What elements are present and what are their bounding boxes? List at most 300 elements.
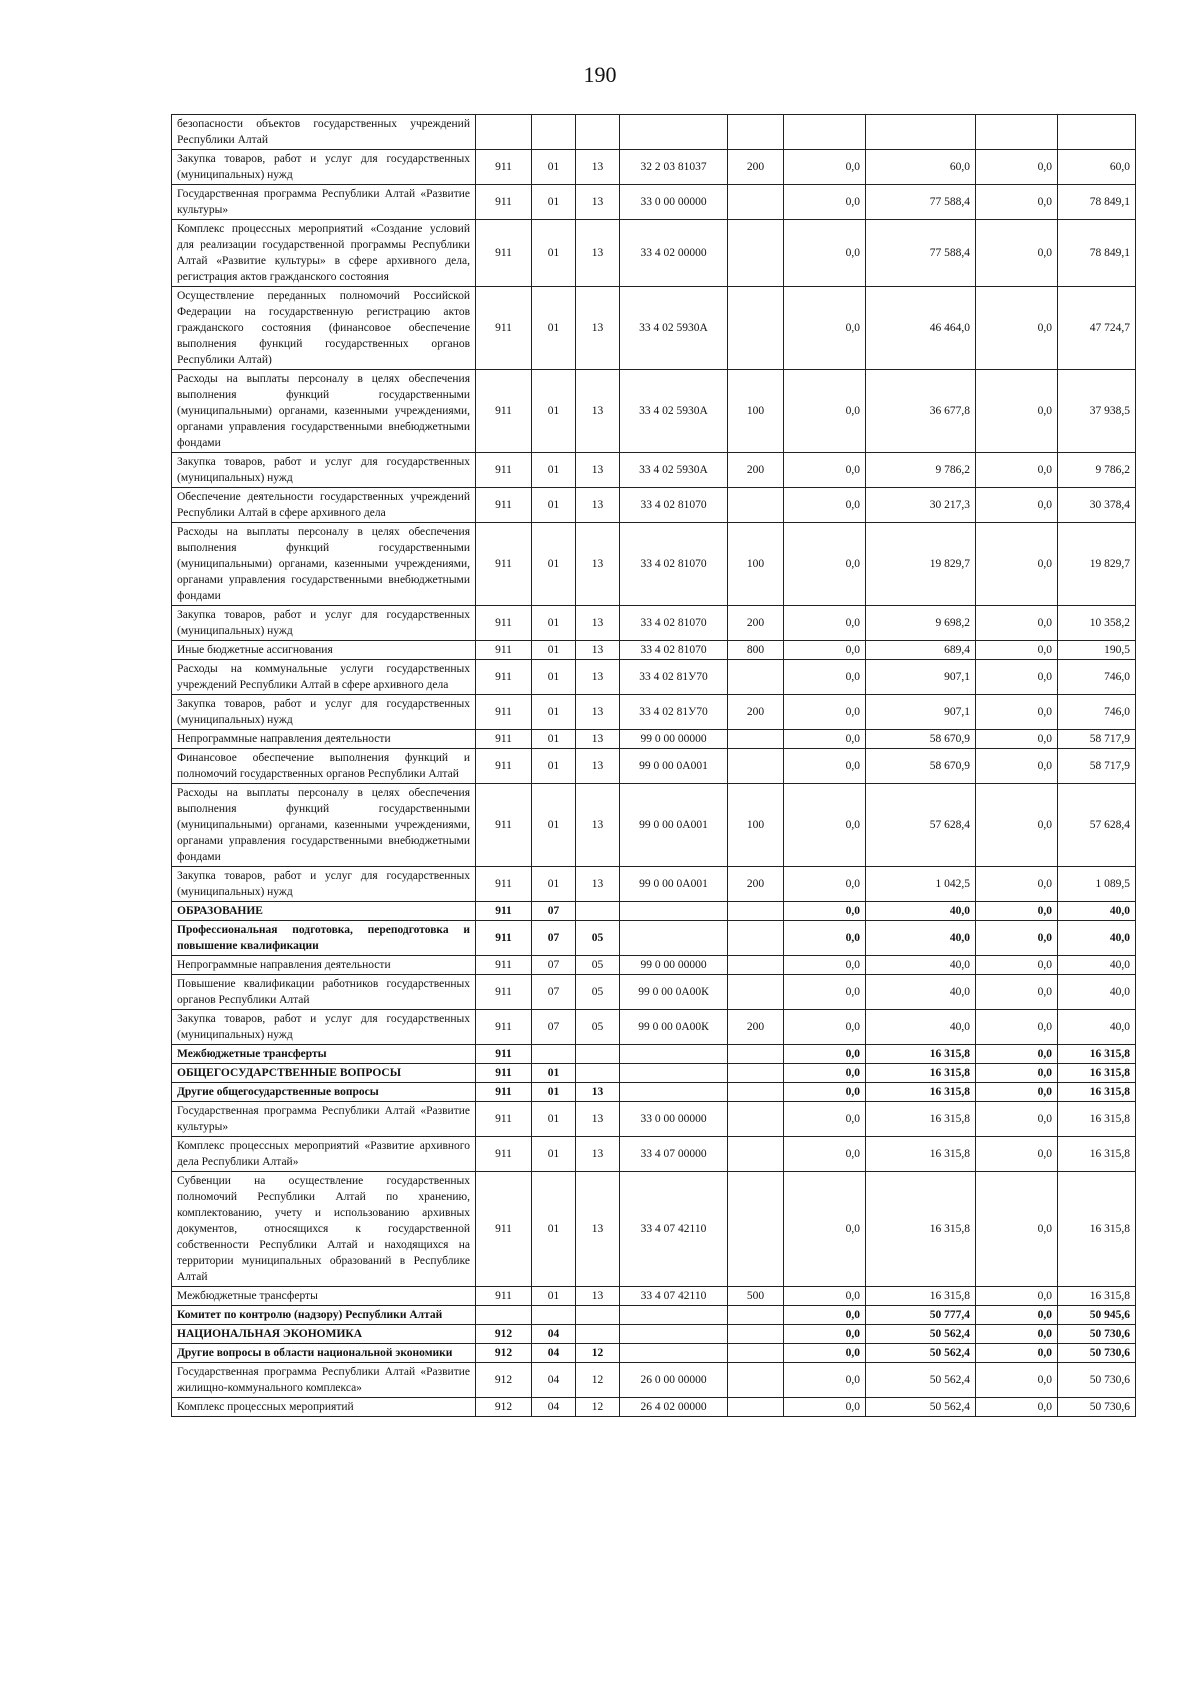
cell-section: 01 <box>532 150 576 185</box>
cell-amount-3: 0,0 <box>976 453 1058 488</box>
cell-expense-type <box>728 115 784 150</box>
cell-target-article: 99 0 00 00000 <box>620 730 728 749</box>
cell-grbs: 911 <box>476 185 532 220</box>
cell-expense-type <box>728 1306 784 1325</box>
cell-amount-3: 0,0 <box>976 370 1058 453</box>
cell-amount-2: 16 315,8 <box>866 1064 976 1083</box>
cell-name: Другие общегосударственные вопросы <box>172 1083 476 1102</box>
cell-name: безопасности объектов государственных учреждений Республики Алтай <box>172 115 476 150</box>
cell-section: 04 <box>532 1344 576 1363</box>
cell-amount-4: 16 315,8 <box>1058 1045 1136 1064</box>
cell-expense-type <box>728 488 784 523</box>
cell-subsection: 13 <box>576 695 620 730</box>
cell-section: 04 <box>532 1325 576 1344</box>
cell-subsection <box>576 115 620 150</box>
cell-amount-3: 0,0 <box>976 956 1058 975</box>
cell-name: Расходы на выплаты персоналу в целях обеспечения выполнения функций государственными (муниципальными) органами, казенными учреждениями, органами управления государственными внебюджетными фондами <box>172 370 476 453</box>
budget-table <box>171 114 1136 1417</box>
cell-section <box>532 115 576 150</box>
cell-expense-type <box>728 1172 784 1287</box>
table-row <box>172 1045 1136 1064</box>
cell-target-article: 33 4 07 42110 <box>620 1172 728 1287</box>
cell-amount-4: 50 730,6 <box>1058 1344 1136 1363</box>
cell-amount-4: 30 378,4 <box>1058 488 1136 523</box>
cell-amount-1: 0,0 <box>784 730 866 749</box>
cell-subsection: 13 <box>576 370 620 453</box>
table-row <box>172 1398 1136 1417</box>
cell-grbs: 911 <box>476 1083 532 1102</box>
cell-amount-3: 0,0 <box>976 1363 1058 1398</box>
cell-section: 01 <box>532 749 576 784</box>
cell-expense-type <box>728 1398 784 1417</box>
cell-amount-2: 50 562,4 <box>866 1398 976 1417</box>
cell-name: Комплекс процессных мероприятий «Создание условий для реализации государственной программы Республики Алтай «Развитие культуры» в сфере архивного дела, регистрация актов гражданского состояния <box>172 220 476 287</box>
cell-grbs: 911 <box>476 975 532 1010</box>
cell-grbs: 912 <box>476 1344 532 1363</box>
cell-amount-4: 40,0 <box>1058 921 1136 956</box>
cell-expense-type <box>728 921 784 956</box>
cell-amount-4: 40,0 <box>1058 975 1136 1010</box>
table-row <box>172 660 1136 695</box>
table-row <box>172 956 1136 975</box>
cell-grbs: 911 <box>476 730 532 749</box>
table-row <box>172 150 1136 185</box>
cell-subsection <box>576 1306 620 1325</box>
cell-expense-type: 800 <box>728 641 784 660</box>
cell-amount-1: 0,0 <box>784 150 866 185</box>
cell-amount-1: 0,0 <box>784 1287 866 1306</box>
cell-amount-1: 0,0 <box>784 867 866 902</box>
cell-target-article: 33 4 02 81070 <box>620 606 728 641</box>
cell-amount-3: 0,0 <box>976 730 1058 749</box>
cell-section: 01 <box>532 695 576 730</box>
cell-amount-4: 50 730,6 <box>1058 1398 1136 1417</box>
cell-target-article <box>620 1064 728 1083</box>
cell-target-article: 33 4 02 5930А <box>620 453 728 488</box>
cell-amount-1: 0,0 <box>784 453 866 488</box>
cell-grbs: 912 <box>476 1398 532 1417</box>
cell-section: 07 <box>532 921 576 956</box>
table-row <box>172 902 1136 921</box>
table-row <box>172 1010 1136 1045</box>
cell-section: 01 <box>532 730 576 749</box>
cell-subsection <box>576 1045 620 1064</box>
cell-amount-3: 0,0 <box>976 1344 1058 1363</box>
cell-amount-4: 746,0 <box>1058 695 1136 730</box>
cell-expense-type <box>728 185 784 220</box>
cell-subsection: 13 <box>576 1172 620 1287</box>
cell-section: 01 <box>532 220 576 287</box>
cell-amount-1: 0,0 <box>784 287 866 370</box>
cell-name: Профессиональная подготовка, переподготовка и повышение квалификации <box>172 921 476 956</box>
cell-subsection: 13 <box>576 453 620 488</box>
cell-subsection: 13 <box>576 1102 620 1137</box>
cell-name: ОБЩЕГОСУДАРСТВЕННЫЕ ВОПРОСЫ <box>172 1064 476 1083</box>
cell-amount-3: 0,0 <box>976 1137 1058 1172</box>
cell-expense-type: 200 <box>728 150 784 185</box>
cell-amount-2: 40,0 <box>866 1010 976 1045</box>
cell-subsection <box>576 1064 620 1083</box>
cell-name: Закупка товаров, работ и услуг для государственных (муниципальных) нужд <box>172 150 476 185</box>
cell-amount-1: 0,0 <box>784 975 866 1010</box>
cell-name: Закупка товаров, работ и услуг для государственных (муниципальных) нужд <box>172 867 476 902</box>
cell-section: 01 <box>532 641 576 660</box>
cell-amount-2: 57 628,4 <box>866 784 976 867</box>
cell-name: Комплекс процессных мероприятий <box>172 1398 476 1417</box>
cell-amount-4: 40,0 <box>1058 956 1136 975</box>
cell-amount-2: 40,0 <box>866 902 976 921</box>
cell-amount-2: 16 315,8 <box>866 1083 976 1102</box>
cell-grbs: 911 <box>476 1064 532 1083</box>
cell-name: Непрограммные направления деятельности <box>172 956 476 975</box>
cell-expense-type <box>728 1344 784 1363</box>
cell-name: Закупка товаров, работ и услуг для государственных (муниципальных) нужд <box>172 1010 476 1045</box>
cell-amount-2: 40,0 <box>866 975 976 1010</box>
cell-grbs: 911 <box>476 1045 532 1064</box>
cell-grbs: 911 <box>476 867 532 902</box>
cell-subsection: 05 <box>576 975 620 1010</box>
cell-amount-1: 0,0 <box>784 1137 866 1172</box>
cell-amount-4: 60,0 <box>1058 150 1136 185</box>
cell-section: 01 <box>532 370 576 453</box>
cell-amount-1: 0,0 <box>784 660 866 695</box>
cell-name: Обеспечение деятельности государственных учреждений Республики Алтай в сфере архивного дела <box>172 488 476 523</box>
table-row <box>172 453 1136 488</box>
cell-amount-3: 0,0 <box>976 1172 1058 1287</box>
cell-amount-2: 1 042,5 <box>866 867 976 902</box>
table-row <box>172 975 1136 1010</box>
cell-amount-3: 0,0 <box>976 488 1058 523</box>
cell-amount-2: 50 562,4 <box>866 1344 976 1363</box>
cell-amount-1: 0,0 <box>784 1363 866 1398</box>
cell-amount-4: 57 628,4 <box>1058 784 1136 867</box>
cell-amount-2: 50 562,4 <box>866 1363 976 1398</box>
cell-amount-3: 0,0 <box>976 867 1058 902</box>
cell-section: 04 <box>532 1363 576 1398</box>
cell-name: Осуществление переданных полномочий Российской Федерации на государственную регистрацию актов гражданского состояния (финансовое обеспечение выполнения функций государственных органов Республики Алтай) <box>172 287 476 370</box>
cell-amount-2: 40,0 <box>866 956 976 975</box>
cell-amount-3: 0,0 <box>976 660 1058 695</box>
cell-subsection: 13 <box>576 660 620 695</box>
cell-amount-2: 16 315,8 <box>866 1137 976 1172</box>
cell-amount-2: 30 217,3 <box>866 488 976 523</box>
cell-section: 01 <box>532 1172 576 1287</box>
cell-target-article: 32 2 03 81037 <box>620 150 728 185</box>
cell-section: 01 <box>532 606 576 641</box>
cell-amount-4: 1 089,5 <box>1058 867 1136 902</box>
table-row <box>172 1306 1136 1325</box>
cell-amount-2: 19 829,7 <box>866 523 976 606</box>
table-row <box>172 921 1136 956</box>
cell-section: 01 <box>532 1137 576 1172</box>
cell-target-article: 99 0 00 0А00К <box>620 975 728 1010</box>
cell-grbs <box>476 1306 532 1325</box>
cell-expense-type <box>728 975 784 1010</box>
cell-amount-4: 9 786,2 <box>1058 453 1136 488</box>
cell-subsection: 12 <box>576 1344 620 1363</box>
cell-amount-1: 0,0 <box>784 1172 866 1287</box>
cell-amount-4: 50 730,6 <box>1058 1325 1136 1344</box>
cell-amount-4 <box>1058 115 1136 150</box>
cell-expense-type: 100 <box>728 370 784 453</box>
cell-amount-1: 0,0 <box>784 1083 866 1102</box>
cell-subsection: 13 <box>576 1083 620 1102</box>
cell-section: 07 <box>532 956 576 975</box>
cell-subsection: 05 <box>576 1010 620 1045</box>
cell-section: 01 <box>532 453 576 488</box>
cell-name: Комитет по контролю (надзору) Республики Алтай <box>172 1306 476 1325</box>
cell-subsection: 13 <box>576 488 620 523</box>
cell-target-article: 33 4 02 00000 <box>620 220 728 287</box>
cell-expense-type <box>728 660 784 695</box>
table-row <box>172 488 1136 523</box>
cell-amount-1: 0,0 <box>784 1064 866 1083</box>
cell-amount-2: 36 677,8 <box>866 370 976 453</box>
cell-expense-type: 200 <box>728 867 784 902</box>
table-row <box>172 641 1136 660</box>
cell-section: 01 <box>532 1287 576 1306</box>
cell-target-article: 99 0 00 0А001 <box>620 749 728 784</box>
cell-expense-type <box>728 956 784 975</box>
cell-amount-2: 16 315,8 <box>866 1102 976 1137</box>
cell-subsection: 13 <box>576 606 620 641</box>
cell-amount-3: 0,0 <box>976 220 1058 287</box>
cell-amount-2: 50 777,4 <box>866 1306 976 1325</box>
table-row <box>172 695 1136 730</box>
cell-target-article: 33 4 02 81У70 <box>620 660 728 695</box>
cell-expense-type <box>728 1064 784 1083</box>
cell-amount-3: 0,0 <box>976 523 1058 606</box>
cell-subsection: 13 <box>576 150 620 185</box>
cell-amount-1: 0,0 <box>784 606 866 641</box>
cell-section: 01 <box>532 784 576 867</box>
cell-amount-4: 16 315,8 <box>1058 1102 1136 1137</box>
cell-section <box>532 1045 576 1064</box>
cell-grbs: 911 <box>476 695 532 730</box>
cell-target-article: 33 4 02 81070 <box>620 523 728 606</box>
cell-name: Расходы на выплаты персоналу в целях обеспечения выполнения функций государственными (муниципальными) органами, казенными учреждениями, органами управления государственными внебюджетными фондами <box>172 784 476 867</box>
cell-grbs: 911 <box>476 287 532 370</box>
table-row <box>172 287 1136 370</box>
cell-grbs: 911 <box>476 1287 532 1306</box>
cell-target-article: 33 4 07 42110 <box>620 1287 728 1306</box>
cell-section: 01 <box>532 488 576 523</box>
cell-amount-1: 0,0 <box>784 921 866 956</box>
cell-expense-type: 200 <box>728 453 784 488</box>
cell-amount-3: 0,0 <box>976 1083 1058 1102</box>
cell-grbs: 911 <box>476 1010 532 1045</box>
cell-section: 01 <box>532 1083 576 1102</box>
cell-amount-4: 78 849,1 <box>1058 220 1136 287</box>
cell-grbs: 911 <box>476 1102 532 1137</box>
cell-grbs: 911 <box>476 220 532 287</box>
cell-amount-3: 0,0 <box>976 150 1058 185</box>
cell-amount-1: 0,0 <box>784 784 866 867</box>
cell-name: Закупка товаров, работ и услуг для государственных (муниципальных) нужд <box>172 453 476 488</box>
cell-target-article: 33 4 02 81У70 <box>620 695 728 730</box>
cell-amount-1 <box>784 115 866 150</box>
cell-amount-4: 746,0 <box>1058 660 1136 695</box>
cell-name: Расходы на выплаты персоналу в целях обеспечения выполнения функций государственными (муниципальными) органами, казенными учреждениями, органами управления государственными внебюджетными фондами <box>172 523 476 606</box>
cell-section <box>532 1306 576 1325</box>
cell-amount-4: 19 829,7 <box>1058 523 1136 606</box>
cell-target-article: 33 4 02 5930А <box>620 287 728 370</box>
cell-target-article: 99 0 00 0А00К <box>620 1010 728 1045</box>
cell-name: Межбюджетные трансферты <box>172 1287 476 1306</box>
cell-amount-1: 0,0 <box>784 1010 866 1045</box>
cell-target-article: 99 0 00 0А001 <box>620 784 728 867</box>
cell-amount-3: 0,0 <box>976 1010 1058 1045</box>
cell-amount-1: 0,0 <box>784 488 866 523</box>
cell-amount-4: 10 358,2 <box>1058 606 1136 641</box>
cell-name: Финансовое обеспечение выполнения функций и полномочий государственных органов Республики Алтай <box>172 749 476 784</box>
cell-amount-2: 16 315,8 <box>866 1172 976 1287</box>
cell-grbs: 911 <box>476 1172 532 1287</box>
cell-amount-2: 77 588,4 <box>866 220 976 287</box>
cell-amount-1: 0,0 <box>784 185 866 220</box>
cell-subsection: 13 <box>576 1137 620 1172</box>
cell-amount-2: 16 315,8 <box>866 1045 976 1064</box>
cell-expense-type: 200 <box>728 1010 784 1045</box>
cell-grbs: 911 <box>476 150 532 185</box>
cell-target-article <box>620 1306 728 1325</box>
cell-section: 07 <box>532 902 576 921</box>
cell-target-article <box>620 1344 728 1363</box>
cell-grbs: 911 <box>476 370 532 453</box>
cell-amount-1: 0,0 <box>784 695 866 730</box>
cell-amount-4: 58 717,9 <box>1058 749 1136 784</box>
cell-section: 01 <box>532 1102 576 1137</box>
table-row <box>172 1325 1136 1344</box>
cell-expense-type <box>728 1102 784 1137</box>
cell-section: 04 <box>532 1398 576 1417</box>
cell-amount-1: 0,0 <box>784 220 866 287</box>
cell-section: 01 <box>532 287 576 370</box>
cell-subsection: 13 <box>576 784 620 867</box>
cell-amount-4: 40,0 <box>1058 1010 1136 1045</box>
cell-amount-4: 78 849,1 <box>1058 185 1136 220</box>
cell-amount-1: 0,0 <box>784 1344 866 1363</box>
table-row <box>172 185 1136 220</box>
cell-expense-type: 200 <box>728 606 784 641</box>
cell-subsection: 12 <box>576 1398 620 1417</box>
cell-amount-3: 0,0 <box>976 606 1058 641</box>
cell-amount-2: 689,4 <box>866 641 976 660</box>
cell-name: Межбюджетные трансферты <box>172 1045 476 1064</box>
cell-amount-2: 58 670,9 <box>866 749 976 784</box>
cell-name: Комплекс процессных мероприятий «Развитие архивного дела Республики Алтай» <box>172 1137 476 1172</box>
cell-amount-4: 40,0 <box>1058 902 1136 921</box>
cell-target-article: 33 0 00 00000 <box>620 185 728 220</box>
cell-amount-1: 0,0 <box>784 523 866 606</box>
cell-name: Непрограммные направления деятельности <box>172 730 476 749</box>
cell-section: 01 <box>532 660 576 695</box>
cell-amount-4: 190,5 <box>1058 641 1136 660</box>
cell-amount-3: 0,0 <box>976 1045 1058 1064</box>
cell-target-article <box>620 1045 728 1064</box>
cell-target-article: 99 0 00 00000 <box>620 956 728 975</box>
cell-subsection: 12 <box>576 1363 620 1398</box>
cell-name: Государственная программа Республики Алтай «Развитие культуры» <box>172 185 476 220</box>
cell-target-article: 26 4 02 00000 <box>620 1398 728 1417</box>
cell-grbs: 911 <box>476 523 532 606</box>
cell-grbs: 911 <box>476 660 532 695</box>
cell-amount-3: 0,0 <box>976 1064 1058 1083</box>
table-row <box>172 115 1136 150</box>
cell-grbs: 912 <box>476 1325 532 1344</box>
cell-amount-3: 0,0 <box>976 1102 1058 1137</box>
cell-amount-1: 0,0 <box>784 370 866 453</box>
cell-target-article <box>620 115 728 150</box>
table-body <box>172 115 1136 1417</box>
cell-section: 01 <box>532 867 576 902</box>
cell-subsection: 13 <box>576 220 620 287</box>
cell-subsection: 05 <box>576 921 620 956</box>
cell-grbs: 911 <box>476 1137 532 1172</box>
table-row <box>172 1363 1136 1398</box>
cell-subsection: 13 <box>576 523 620 606</box>
cell-amount-2: 16 315,8 <box>866 1287 976 1306</box>
cell-subsection: 13 <box>576 867 620 902</box>
cell-amount-2: 907,1 <box>866 660 976 695</box>
table-row <box>172 784 1136 867</box>
cell-amount-3: 0,0 <box>976 185 1058 220</box>
cell-subsection <box>576 902 620 921</box>
cell-subsection: 05 <box>576 956 620 975</box>
cell-expense-type <box>728 730 784 749</box>
table-row <box>172 730 1136 749</box>
cell-grbs: 911 <box>476 956 532 975</box>
cell-amount-3: 0,0 <box>976 1287 1058 1306</box>
cell-target-article <box>620 921 728 956</box>
cell-amount-1: 0,0 <box>784 1102 866 1137</box>
cell-name: Иные бюджетные ассигнования <box>172 641 476 660</box>
cell-subsection <box>576 1325 620 1344</box>
table-row <box>172 867 1136 902</box>
cell-name: ОБРАЗОВАНИЕ <box>172 902 476 921</box>
cell-section: 01 <box>532 1064 576 1083</box>
cell-target-article: 33 4 07 00000 <box>620 1137 728 1172</box>
cell-amount-4: 50 730,6 <box>1058 1363 1136 1398</box>
cell-expense-type: 100 <box>728 523 784 606</box>
cell-amount-4: 58 717,9 <box>1058 730 1136 749</box>
cell-amount-1: 0,0 <box>784 1325 866 1344</box>
cell-expense-type <box>728 1083 784 1102</box>
cell-amount-3: 0,0 <box>976 1398 1058 1417</box>
table-row <box>172 370 1136 453</box>
cell-amount-4: 50 945,6 <box>1058 1306 1136 1325</box>
cell-amount-2: 77 588,4 <box>866 185 976 220</box>
cell-name: Закупка товаров, работ и услуг для государственных (муниципальных) нужд <box>172 606 476 641</box>
cell-grbs: 911 <box>476 453 532 488</box>
cell-subsection: 13 <box>576 185 620 220</box>
table-row <box>172 1102 1136 1137</box>
cell-amount-2: 58 670,9 <box>866 730 976 749</box>
cell-amount-2 <box>866 115 976 150</box>
cell-grbs: 911 <box>476 641 532 660</box>
cell-amount-4: 37 938,5 <box>1058 370 1136 453</box>
cell-amount-4: 47 724,7 <box>1058 287 1136 370</box>
cell-name: НАЦИОНАЛЬНАЯ ЭКОНОМИКА <box>172 1325 476 1344</box>
cell-amount-1: 0,0 <box>784 641 866 660</box>
cell-amount-2: 9 698,2 <box>866 606 976 641</box>
cell-amount-3: 0,0 <box>976 784 1058 867</box>
cell-grbs: 911 <box>476 749 532 784</box>
cell-amount-2: 9 786,2 <box>866 453 976 488</box>
cell-name: Расходы на коммунальные услуги государственных учреждений Республики Алтай в сфере архивного дела <box>172 660 476 695</box>
cell-name: Государственная программа Республики Алтай «Развитие жилищно-коммунального комплекса» <box>172 1363 476 1398</box>
cell-section: 01 <box>532 185 576 220</box>
